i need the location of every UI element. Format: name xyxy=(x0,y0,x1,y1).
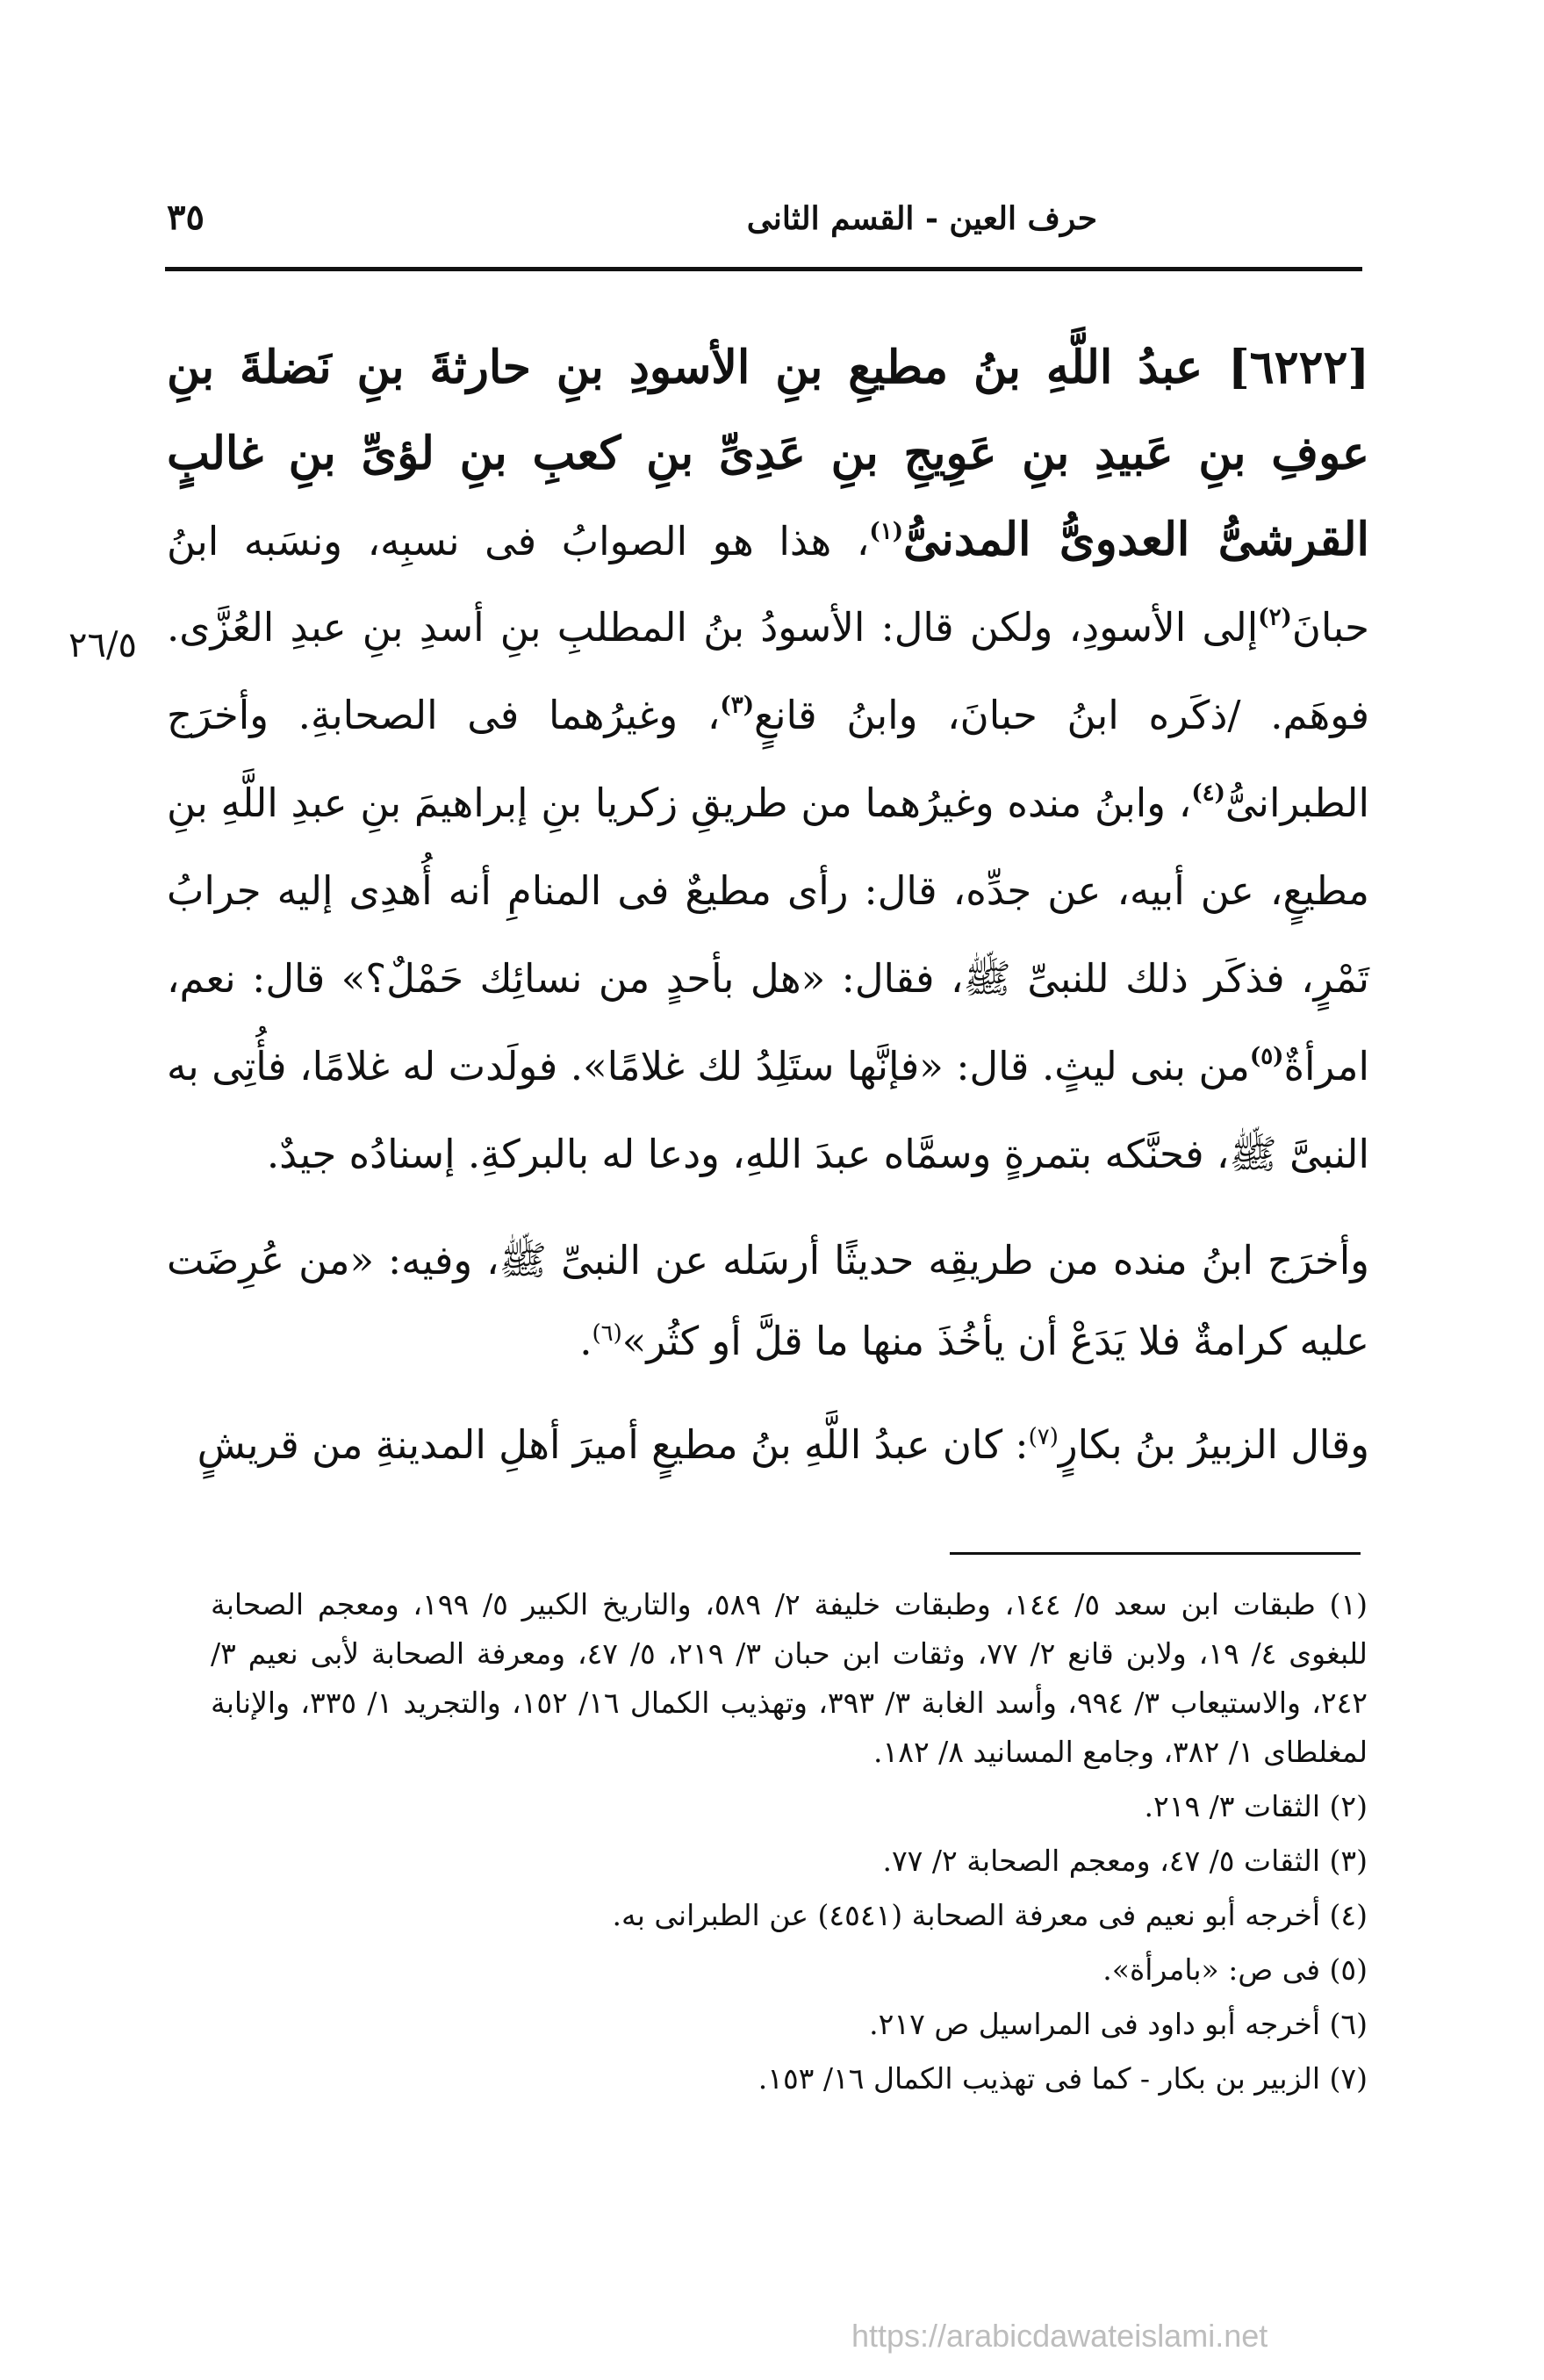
paragraph-2-part-a: وأخرَج ابنُ منده من طريقِه حديثًا أرسَله عن النبىِّ ﷺ، وفيه: «من عُرِضَت عليه كرامةٌ فلا يَدَعْ أن يأخُذَ منها ما قلَّ أو كثُر» xyxy=(167,1237,1369,1364)
footnote-1: (١) طبقات ابن سعد ٥/ ١٤٤، وطبقات خليفة ٢/ ٥٨٩، والتاريخ الكبير ٥/ ١٩٩، ومعجم الصحابة للبغوى ٤/ ١٩، ولابن قانع ٢/ ٧٧، وثقات ابن حبان ٣/ ٢١٩، ٥/ ٤٧، ومعرفة الصحابة لأبى نعيم ٣/ ٢٤٢، والاستيعاب ٣/ ٩٩٤، وأسد الغابة ٣/ ٣٩٣، وتهذيب الكمال ١٦/ ١٥٢، والتجريد ١/ ٣٣٥، والإنابة لمغلطاى ١/ ٣٨٢، وجامع المسانيد ٨/ ١٨٢. xyxy=(211,1587,1368,1769)
paragraph-3-part-a: وقال الزبيرُ بنُ بكارٍ xyxy=(1058,1421,1369,1468)
footnote-mark-7: (٧) xyxy=(1028,1424,1059,1450)
paragraph-2 xyxy=(167,1220,1369,1382)
paragraph-1-part-c: ، وغيرُهما فى الصحابةِ. وأخرَج الطبرانىُّ xyxy=(167,692,1369,826)
footnotes xyxy=(211,1580,1368,2109)
footnote-mark-2: (٢) xyxy=(1258,604,1292,631)
paragraph-1-part-a: ، هذا هو الصوابُ فى نسبِه، ونسَبه ابنُ حبانَ xyxy=(167,518,1369,651)
footnote-separator xyxy=(950,1552,1361,1555)
header-rule xyxy=(165,267,1362,271)
entry-heading-text: [٦٢٢٢] عبدُ اللَّهِ بنُ مطيعِ بنِ الأسودِ بنِ حارثةَ بنِ نَضلةَ بنِ عوفِ بنِ عَبيدِ بنِ عَوِيجِ بنِ عَدِىِّ بنِ كعبِ بنِ لؤىِّ بنِ غالبٍ القرشىُّ العدوىُّ المدنىُّ xyxy=(167,341,1369,566)
paragraph-1-part-d: ، وابنُ منده وغيرُهما من طريقِ زكريا بنِ إبراهيمَ بنِ عبدِ اللَّهِ بنِ مطيعٍ، عن أبيه، عن جدِّه، قال: رأى مطيعٌ فى المنامِ أنه أُهدِى إليه جرابُ تَمْرٍ، فذكَر ذلك للنبىِّ ﷺ، فقال: «هل بأحدٍ من نسائِك حَمْلٌ؟» قال: نعم، امرأةٌ xyxy=(167,780,1369,1089)
watermark-url: https://arabicdawateislami.net xyxy=(851,2318,1268,2354)
footnote-mark-4: (٤) xyxy=(1191,780,1225,807)
footnote-7: (٧) الزبير بن بكار - كما فى تهذيب الكمال ١٦/ ١٥٣. xyxy=(758,2061,1368,2096)
paragraph-1-part-e: من بنى ليثٍ. قال: «فإنَّها ستَلِدُ لك غلامًا». فولَدت له غلامًا، فأُتِى به النبىَّ ﷺ، فحنَّكه بتمرةٍ وسمَّاه عبدَ اللهِ، ودعا له بالبركةِ. إسنادُه جيدٌ. xyxy=(167,1043,1369,1177)
footnote-mark-3: (٣) xyxy=(720,692,754,719)
paragraph-2-part-b: . xyxy=(579,1318,592,1364)
paragraph-3 xyxy=(167,1405,1369,1485)
footnote-3: (٣) الثقات ٥/ ٤٧، ومعجم الصحابة ٢/ ٧٧. xyxy=(882,1844,1368,1878)
running-title: حرف العين - القسم الثانى xyxy=(746,200,1097,237)
footnote-mark-1: (١) xyxy=(869,518,903,545)
footnote-6: (٦) أخرجه أبو داود فى المراسيل ص ٢١٧. xyxy=(869,2007,1368,2041)
main-text xyxy=(167,325,1369,1485)
paragraph-3-part-b: : كان عبدُ اللَّهِ بنُ مطيعٍ أميرَ أهلِ المدينةِ من قريشٍ xyxy=(197,1421,1029,1468)
page-number: ٣٥ xyxy=(167,197,205,238)
footnote-5: (٥) فى ص: «بامرأة». xyxy=(1102,1952,1368,1987)
page-header xyxy=(167,197,1361,253)
footnote-mark-6: (٦) xyxy=(592,1320,622,1347)
entry-heading xyxy=(167,325,1369,1197)
footnote-4: (٤) أخرجه أبو نعيم فى معرفة الصحابة (٤٥٤١) عن الطبرانى به. xyxy=(612,1898,1368,1932)
footnote-mark-5: (٥) xyxy=(1249,1043,1284,1070)
margin-note: ٢٦/٥ xyxy=(68,625,137,665)
footnote-2: (٢) الثقات ٣/ ٢١٩. xyxy=(1144,1789,1368,1823)
paragraph-1-part-b: إلى الأسودِ، ولكن قال: الأسودُ بنُ المطلبِ بنِ أسدِ بنِ عبدِ العُزَّى. فوهَم. /ذكَره ابنُ حبانَ، وابنُ قانعٍ xyxy=(167,604,1369,738)
